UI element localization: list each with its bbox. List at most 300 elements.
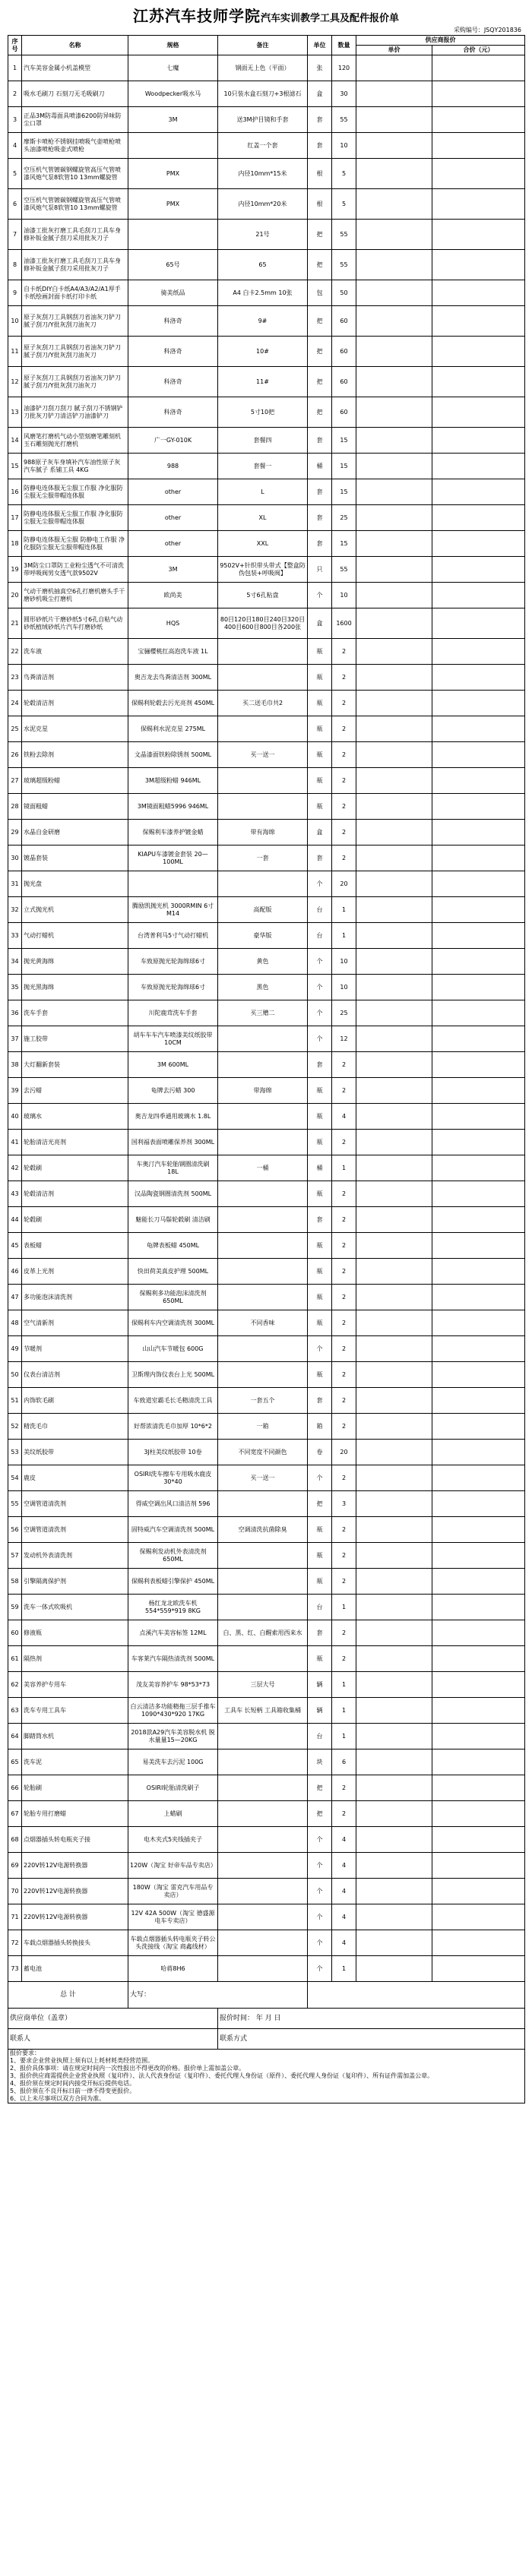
row-number: 2: [8, 81, 22, 107]
total-price-cell[interactable]: [432, 1465, 525, 1491]
item-remark: [218, 1181, 308, 1207]
unit-price-cell[interactable]: [356, 820, 432, 845]
total-price-cell[interactable]: [432, 107, 525, 133]
unit-price-cell[interactable]: [356, 1543, 432, 1569]
item-unit: 个: [308, 1465, 332, 1491]
unit-price-cell[interactable]: [356, 1285, 432, 1310]
total-price-cell[interactable]: [432, 306, 525, 337]
item-unit: 瓶: [308, 1362, 332, 1388]
item-spec: 骑美纸品: [128, 280, 218, 306]
total-amount-cell[interactable]: [308, 1982, 525, 2009]
unit-price-cell[interactable]: [356, 1362, 432, 1388]
unit-price-cell[interactable]: [356, 897, 432, 923]
unit-price-cell[interactable]: [356, 1336, 432, 1362]
total-price-cell[interactable]: [432, 897, 525, 923]
item-quantity: 15: [332, 454, 356, 479]
total-price-cell[interactable]: [432, 1517, 525, 1543]
table-row: [8, 1956, 525, 1982]
item-quantity: 2: [332, 1646, 356, 1672]
unit-price-cell[interactable]: [356, 1491, 432, 1517]
total-price-cell[interactable]: [432, 454, 525, 479]
total-price-cell[interactable]: [432, 1130, 525, 1155]
total-price-cell[interactable]: [432, 1491, 525, 1517]
total-price-cell[interactable]: [432, 1724, 525, 1749]
unit-price-cell[interactable]: [356, 742, 432, 768]
item-name: 220V转12V电源转换器: [22, 1879, 128, 1904]
item-remark: [218, 1207, 308, 1233]
total-price-cell[interactable]: [432, 1285, 525, 1310]
table-row: [8, 1801, 525, 1827]
item-remark: 一套五个: [218, 1388, 308, 1414]
total-price-cell[interactable]: [432, 1801, 525, 1827]
total-price-cell[interactable]: [432, 505, 525, 531]
item-remark: [218, 1827, 308, 1853]
unit-price-cell[interactable]: [356, 557, 432, 583]
item-name: 原子灰刮刀工具钢刮刀省油灰刀铲刀腻子刮刀/Y批灰刮刀油灰刀: [22, 337, 128, 367]
table-row: [8, 1904, 525, 1930]
total-price-cell[interactable]: [432, 133, 525, 159]
unit-price-cell[interactable]: [356, 81, 432, 107]
table-row: [8, 1517, 525, 1543]
item-quantity: 10: [332, 949, 356, 975]
unit-price-cell[interactable]: [356, 1000, 432, 1026]
item-name: 脚踏筒水机: [22, 1724, 128, 1749]
unit-price-cell[interactable]: [356, 1181, 432, 1207]
item-spec: 杨红龙北欧洗车机 554*559*919 8KG: [128, 1595, 218, 1620]
unit-price-cell[interactable]: [356, 454, 432, 479]
total-price-cell[interactable]: [432, 1207, 525, 1233]
total-price-cell[interactable]: [432, 1543, 525, 1569]
unit-price-cell[interactable]: [356, 479, 432, 505]
unit-price-cell[interactable]: [356, 1956, 432, 1982]
item-quantity: 4: [332, 1930, 356, 1956]
notes-title: 报价要求：: [10, 2050, 40, 2056]
unit-price-cell[interactable]: [356, 1749, 432, 1775]
item-name: 去污蜡: [22, 1078, 128, 1104]
unit-price-cell[interactable]: [356, 1801, 432, 1827]
unit-price-cell[interactable]: [356, 1440, 432, 1465]
unit-price-cell[interactable]: [356, 1595, 432, 1620]
total-price-cell[interactable]: [432, 1569, 525, 1595]
table-row: [8, 531, 525, 557]
table-row: [8, 1181, 525, 1207]
item-quantity: 4: [332, 1827, 356, 1853]
total-price-cell[interactable]: [432, 1956, 525, 1982]
item-remark: 9#: [218, 306, 308, 337]
unit-price-cell[interactable]: [356, 716, 432, 742]
item-unit: 台: [308, 923, 332, 949]
item-unit: 箱: [308, 1414, 332, 1440]
row-number: 43: [8, 1181, 22, 1207]
unit-price-cell[interactable]: [356, 1465, 432, 1491]
total-price-cell[interactable]: [432, 1698, 525, 1724]
item-remark: 空调清洗抗菌除臭: [218, 1517, 308, 1543]
table-row: [8, 1595, 525, 1620]
total-price-cell[interactable]: [432, 159, 525, 189]
item-spec: 科洛奇: [128, 367, 218, 397]
total-price-cell[interactable]: [432, 1026, 525, 1052]
item-quantity: 15: [332, 428, 356, 454]
total-price-cell[interactable]: [432, 1155, 525, 1181]
unit-price-cell[interactable]: [356, 1930, 432, 1956]
item-remark: 白、黑、红、白醒索用西来水: [218, 1620, 308, 1646]
row-number: 9: [8, 280, 22, 306]
item-remark: [218, 1879, 308, 1904]
row-number: 46: [8, 1259, 22, 1285]
item-name: 抛光盘: [22, 871, 128, 897]
total-price-cell[interactable]: [432, 794, 525, 820]
table-row: [8, 665, 525, 691]
item-unit: 套: [308, 133, 332, 159]
item-name: 玻璃水: [22, 1104, 128, 1130]
unit-price-cell[interactable]: [356, 1879, 432, 1904]
total-price-cell[interactable]: [432, 608, 525, 639]
unit-price-cell[interactable]: [356, 608, 432, 639]
total-price-cell[interactable]: [432, 1388, 525, 1414]
row-number: 26: [8, 742, 22, 768]
total-price-cell[interactable]: [432, 1879, 525, 1904]
unit-price-cell[interactable]: [356, 923, 432, 949]
row-number: 4: [8, 133, 22, 159]
unit-price-cell[interactable]: [356, 1310, 432, 1336]
total-price-cell[interactable]: [432, 1000, 525, 1026]
unit-price-cell[interactable]: [356, 665, 432, 691]
table-row: [8, 1827, 525, 1853]
item-unit: 个: [308, 1904, 332, 1930]
unit-price-cell[interactable]: [356, 531, 432, 557]
item-spec: other: [128, 479, 218, 505]
note-line: 5、报价须在不良开标日前一律不得变更报价。: [10, 2088, 136, 2094]
total-price-cell[interactable]: [432, 1827, 525, 1853]
total-price-cell[interactable]: [432, 639, 525, 665]
item-spec: 保赐利车漆养护镀金蜡: [128, 820, 218, 845]
unit-price-cell[interactable]: [356, 1207, 432, 1233]
item-quantity: 25: [332, 505, 356, 531]
item-remark: 钢面无上色（平面）: [218, 55, 308, 81]
unit-price-cell[interactable]: [356, 1827, 432, 1853]
notes-cell: [8, 2050, 525, 2103]
unit-price-cell[interactable]: [356, 1646, 432, 1672]
item-unit: 把: [308, 220, 332, 250]
total-price-cell[interactable]: [432, 845, 525, 871]
item-quantity: 2: [332, 845, 356, 871]
total-price-cell[interactable]: [432, 1259, 525, 1285]
unit-price-cell[interactable]: [356, 1775, 432, 1801]
uppercase-label: 大写：: [128, 1982, 308, 2009]
unit-price-cell[interactable]: [356, 220, 432, 250]
item-unit: 瓶: [308, 691, 332, 716]
unit-price-cell[interactable]: [356, 794, 432, 820]
item-name: 空调管道清洗剂: [22, 1517, 128, 1543]
table-row: [8, 1440, 525, 1465]
table-row: [8, 639, 525, 665]
item-remark: 5寸10把: [218, 397, 308, 428]
total-price-cell[interactable]: [432, 1646, 525, 1672]
quotation-page: [8, 0, 524, 2103]
notes-row: [8, 2050, 525, 2103]
unit-price-cell[interactable]: [356, 337, 432, 367]
total-price-cell[interactable]: [432, 1440, 525, 1465]
item-name: 抛光黑海绵: [22, 975, 128, 1000]
unit-price-cell[interactable]: [356, 1569, 432, 1595]
item-remark: [218, 1052, 308, 1078]
total-price-cell[interactable]: [432, 1620, 525, 1646]
total-price-cell[interactable]: [432, 1414, 525, 1440]
item-name: 蓄电池: [22, 1956, 128, 1982]
item-quantity: 2: [332, 1362, 356, 1388]
total-price-cell[interactable]: [432, 923, 525, 949]
item-unit: 把: [308, 1775, 332, 1801]
unit-price-cell[interactable]: [356, 189, 432, 220]
unit-price-cell[interactable]: [356, 845, 432, 871]
item-quantity: 2: [332, 768, 356, 794]
unit-price-cell[interactable]: [356, 1026, 432, 1052]
total-price-cell[interactable]: [432, 1336, 525, 1362]
unit-price-cell[interactable]: [356, 768, 432, 794]
table-row: [8, 742, 525, 768]
item-quantity: 2: [332, 1285, 356, 1310]
item-quantity: 2: [332, 1130, 356, 1155]
total-price-cell[interactable]: [432, 742, 525, 768]
total-price-cell[interactable]: [432, 1362, 525, 1388]
item-unit: 瓶: [308, 1517, 332, 1543]
total-price-cell[interactable]: [432, 716, 525, 742]
unit-price-cell[interactable]: [356, 1724, 432, 1749]
total-price-cell[interactable]: [432, 1672, 525, 1698]
unit-price-cell[interactable]: [356, 639, 432, 665]
unit-price-cell[interactable]: [356, 1388, 432, 1414]
item-spec: [128, 220, 218, 250]
unit-price-cell[interactable]: [356, 428, 432, 454]
total-price-cell[interactable]: [432, 428, 525, 454]
item-quantity: 2: [332, 1569, 356, 1595]
item-remark: [218, 794, 308, 820]
table-row: [8, 397, 525, 428]
table-row: [8, 1543, 525, 1569]
item-quantity: 1: [332, 1698, 356, 1724]
unit-price-cell[interactable]: [356, 505, 432, 531]
unit-price-cell[interactable]: [356, 280, 432, 306]
item-remark: 买一送一: [218, 742, 308, 768]
table-row: [8, 107, 525, 133]
total-price-cell[interactable]: [432, 1104, 525, 1130]
total-price-cell[interactable]: [432, 367, 525, 397]
unit-price-cell[interactable]: [356, 1517, 432, 1543]
unit-price-cell[interactable]: [356, 583, 432, 608]
row-number: 17: [8, 505, 22, 531]
item-quantity: 1: [332, 1724, 356, 1749]
total-price-cell[interactable]: [432, 1233, 525, 1259]
unit-price-cell[interactable]: [356, 397, 432, 428]
total-price-cell[interactable]: [432, 81, 525, 107]
total-price-cell[interactable]: [432, 397, 525, 428]
row-number: 1: [8, 55, 22, 81]
table-header-row: [8, 36, 525, 46]
item-spec: 得威空调出风口清洁剂 596: [128, 1491, 218, 1517]
total-price-cell[interactable]: [432, 55, 525, 81]
header-spec: 规格: [128, 36, 218, 55]
unit-price-cell[interactable]: [356, 1620, 432, 1646]
unit-price-cell[interactable]: [356, 975, 432, 1000]
item-name: 立式抛光机: [22, 897, 128, 923]
item-unit: 根: [308, 189, 332, 220]
unit-price-cell[interactable]: [356, 1155, 432, 1181]
item-remark: 不同宽度不同颜色: [218, 1440, 308, 1465]
total-price-cell[interactable]: [432, 1052, 525, 1078]
row-number: 23: [8, 665, 22, 691]
item-unit: 瓶: [308, 1285, 332, 1310]
total-row: [8, 1982, 525, 2009]
item-spec: PMX: [128, 189, 218, 220]
unit-price-cell[interactable]: [356, 1414, 432, 1440]
item-spec: 七魔: [128, 55, 218, 81]
unit-price-cell[interactable]: [356, 1904, 432, 1930]
total-price-cell[interactable]: [432, 691, 525, 716]
total-price-cell[interactable]: [432, 768, 525, 794]
header-supplier-quote: 供应商报价: [356, 36, 525, 46]
item-name: 内饰软毛刷: [22, 1388, 128, 1414]
item-name: 美容养护专用车: [22, 1672, 128, 1698]
total-price-cell[interactable]: [432, 1853, 525, 1879]
item-unit: 套: [308, 531, 332, 557]
row-number: 36: [8, 1000, 22, 1026]
row-number: 44: [8, 1207, 22, 1233]
total-price-cell[interactable]: [432, 1749, 525, 1775]
item-spec: 3M镜面粗蜡5996 946ML: [128, 794, 218, 820]
unit-price-cell[interactable]: [356, 1052, 432, 1078]
item-name: 水晶自金研磨: [22, 820, 128, 845]
item-name: 精洗毛巾: [22, 1414, 128, 1440]
unit-price-cell[interactable]: [356, 133, 432, 159]
total-price-cell[interactable]: [432, 531, 525, 557]
item-spec: [128, 871, 218, 897]
row-number: 24: [8, 691, 22, 716]
unit-price-cell[interactable]: [356, 1104, 432, 1130]
total-price-cell[interactable]: [432, 583, 525, 608]
item-spec: 科洛奇: [128, 397, 218, 428]
total-price-cell[interactable]: [432, 975, 525, 1000]
item-quantity: 2: [332, 1517, 356, 1543]
item-unit: 盒: [308, 81, 332, 107]
item-quantity: 60: [332, 306, 356, 337]
total-price-cell[interactable]: [432, 1595, 525, 1620]
row-number: 18: [8, 531, 22, 557]
item-quantity: 2: [332, 794, 356, 820]
row-number: 47: [8, 1285, 22, 1310]
item-remark: [218, 1130, 308, 1155]
item-remark: [218, 1853, 308, 1879]
item-unit: 瓶: [308, 768, 332, 794]
unit-price-cell[interactable]: [356, 1672, 432, 1698]
row-number: 63: [8, 1698, 22, 1724]
item-spec: 欧尚美: [128, 583, 218, 608]
item-spec: [128, 133, 218, 159]
item-unit: 个: [308, 949, 332, 975]
row-number: 57: [8, 1543, 22, 1569]
total-price-cell[interactable]: [432, 820, 525, 845]
item-spec: 3M超级粉蜡 946ML: [128, 768, 218, 794]
total-price-cell[interactable]: [432, 557, 525, 583]
item-spec: PMX: [128, 159, 218, 189]
row-number: 15: [8, 454, 22, 479]
unit-price-cell[interactable]: [356, 367, 432, 397]
unit-price-cell[interactable]: [356, 306, 432, 337]
total-price-cell[interactable]: [432, 665, 525, 691]
item-quantity: 55: [332, 107, 356, 133]
item-quantity: 50: [332, 280, 356, 306]
unit-price-cell[interactable]: [356, 159, 432, 189]
total-price-cell[interactable]: [432, 1078, 525, 1104]
total-price-cell[interactable]: [432, 1310, 525, 1336]
table-row: [8, 820, 525, 845]
row-number: 6: [8, 189, 22, 220]
table-row: [8, 845, 525, 871]
total-price-cell[interactable]: [432, 1775, 525, 1801]
total-price-cell[interactable]: [432, 280, 525, 306]
item-unit: 套: [308, 1388, 332, 1414]
total-price-cell[interactable]: [432, 871, 525, 897]
unit-price-cell[interactable]: [356, 1259, 432, 1285]
item-name: 玻璃超级粉蜡: [22, 768, 128, 794]
item-remark: [218, 1491, 308, 1517]
table-row: [8, 479, 525, 505]
item-unit: 套: [308, 428, 332, 454]
total-price-cell[interactable]: [432, 949, 525, 975]
total-price-cell[interactable]: [432, 189, 525, 220]
unit-price-cell[interactable]: [356, 691, 432, 716]
item-spec: 车致道室霸毛长毛精清洗工具: [128, 1388, 218, 1414]
item-quantity: 2: [332, 1465, 356, 1491]
item-spec: OSIRI轮胎清洗刷子: [128, 1775, 218, 1801]
item-remark: 一箱: [218, 1414, 308, 1440]
unit-price-cell[interactable]: [356, 250, 432, 280]
unit-price-cell[interactable]: [356, 871, 432, 897]
total-price-cell[interactable]: [432, 1181, 525, 1207]
table-row: [8, 220, 525, 250]
total-price-cell[interactable]: [432, 337, 525, 367]
quotation-rows: [8, 55, 525, 1982]
total-price-cell[interactable]: [432, 479, 525, 505]
item-unit: 瓶: [308, 1646, 332, 1672]
total-price-cell[interactable]: [432, 220, 525, 250]
item-unit: 瓶: [308, 794, 332, 820]
unit-price-cell[interactable]: [356, 1698, 432, 1724]
unit-price-cell[interactable]: [356, 55, 432, 81]
item-quantity: 2: [332, 691, 356, 716]
unit-price-cell[interactable]: [356, 949, 432, 975]
item-name: 洗车泥: [22, 1749, 128, 1775]
table-row: [8, 949, 525, 975]
unit-price-cell[interactable]: [356, 1130, 432, 1155]
total-price-cell[interactable]: [432, 250, 525, 280]
header-no: 序号: [8, 36, 22, 55]
item-unit: 瓶: [308, 665, 332, 691]
item-name: 洗车液: [22, 639, 128, 665]
item-spec: 茂友美容养护车 98*53*73: [128, 1672, 218, 1698]
unit-price-cell[interactable]: [356, 1233, 432, 1259]
unit-price-cell[interactable]: [356, 1853, 432, 1879]
item-spec: 龟牌去污蜡 300: [128, 1078, 218, 1104]
unit-price-cell[interactable]: [356, 1078, 432, 1104]
table-row: [8, 1569, 525, 1595]
total-price-cell[interactable]: [432, 1904, 525, 1930]
item-remark: 带有海绵: [218, 820, 308, 845]
unit-price-cell[interactable]: [356, 107, 432, 133]
item-name: 气动干磨机抽真空6孔打磨机磨头手干磨砂机吸尘打磨机: [22, 583, 128, 608]
item-unit: 套: [308, 505, 332, 531]
item-remark: 一套: [218, 845, 308, 871]
total-price-cell[interactable]: [432, 1930, 525, 1956]
